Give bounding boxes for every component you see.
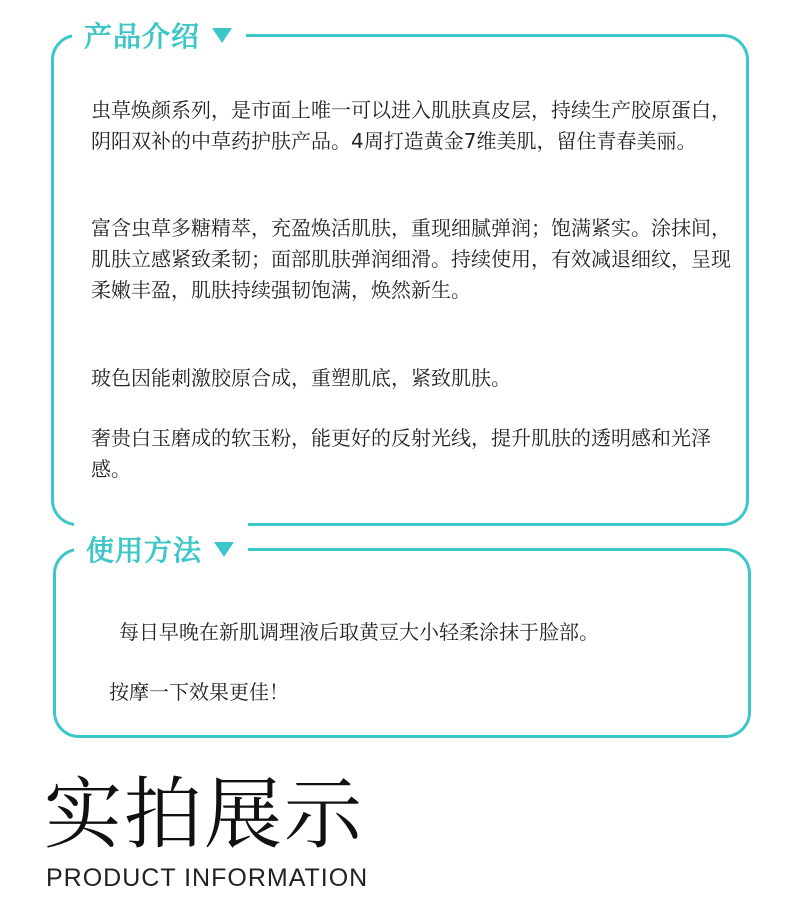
intro-paragraph-4: 奢贵白玉磨成的软玉粉，能更好的反射光线，提升肌肤的透明感和光泽感。 [91,426,711,481]
triangle-down-icon [214,542,234,557]
showcase-subtitle: PRODUCT INFORMATION [46,864,369,892]
showcase-title: 实拍展示 [44,770,365,860]
usage-line-1: 每日早晚在新肌调理液后取黄豆大小轻柔涂抹于脸部。 [119,620,599,644]
usage-heading [74,523,248,575]
intro-paragraph-1: 虫草焕颜系列，是市面上唯一可以进入肌肤真皮层，持续生产胶原蛋白，阴阳双补的中草药护肤产品。4周打造黄金7维美肌，留住青春美丽。 [91,98,731,153]
usage-line-2: 按摩一下效果更佳！ [109,680,289,704]
product-intro-title: 产品介绍 [84,20,201,53]
product-intro-panel [51,20,749,526]
triangle-down-icon [212,28,232,43]
intro-paragraph-3: 玻色因能刺激胶原合成，重塑肌底，紧致肌肤。 [91,366,511,390]
usage-title: 使用方法 [86,534,203,567]
product-intro-heading [72,9,246,61]
usage-panel [53,534,751,738]
intro-paragraph-2: 富含虫草多糖精萃，充盈焕活肌肤，重现细腻弹润；饱满紧实。涂抹间，肌肤立感紧致柔韧；面部肌肤弹润细滑。持续使用，有效减退细纹，呈现柔嫩丰盈，肌肤持续强韧饱满，焕然新生。 [91,216,731,302]
